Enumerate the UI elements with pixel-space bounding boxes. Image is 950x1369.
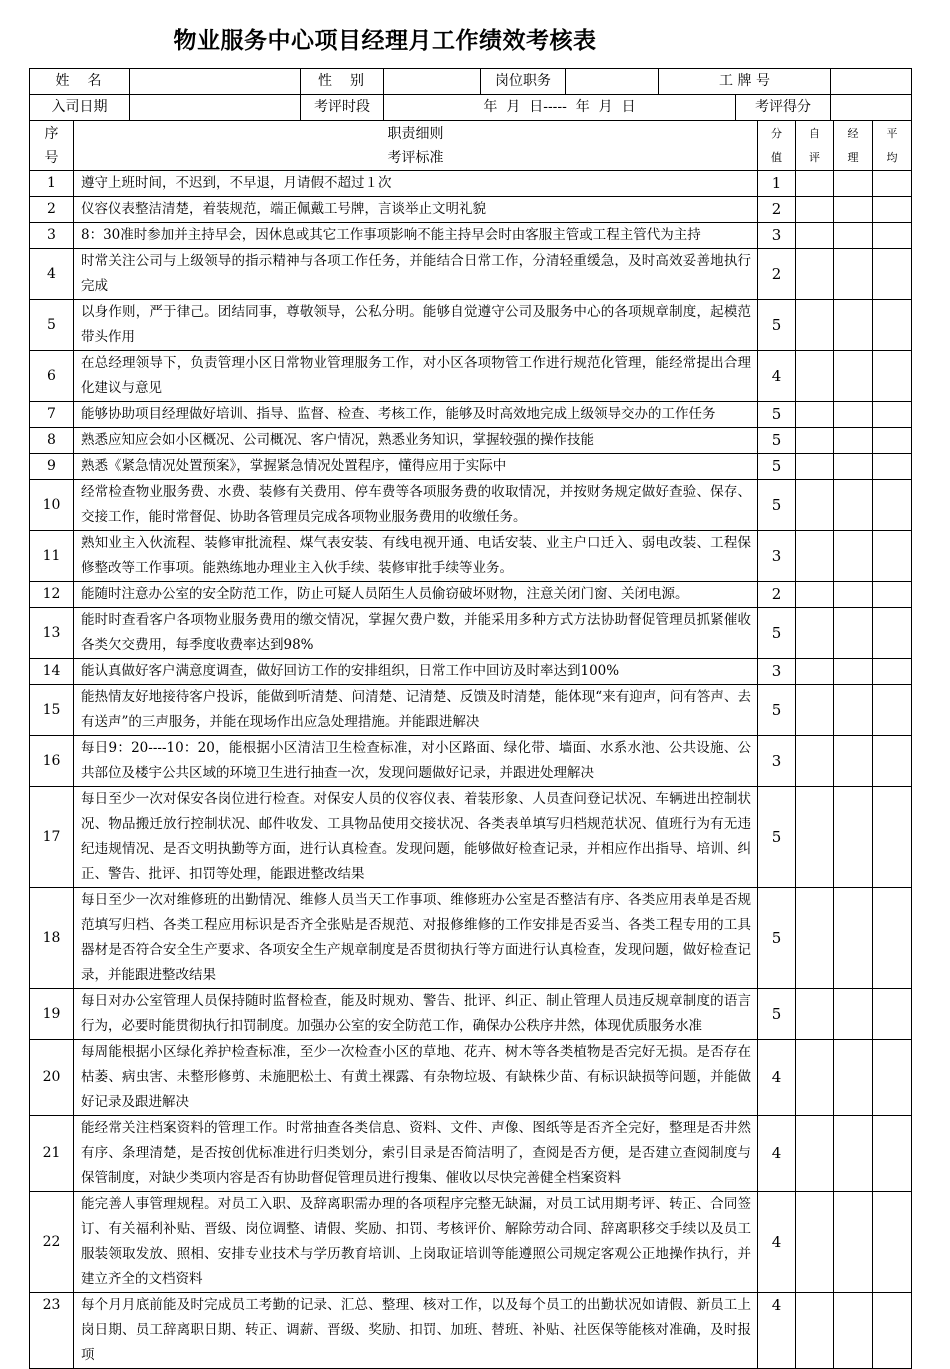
average-cell[interactable] <box>873 582 912 608</box>
manager-eval-cell[interactable] <box>834 989 873 1040</box>
criteria-text: 能热情友好地接待客户投诉，能做到听清楚、问清楚、记清楚、反馈及时清楚，能体现“来有迎声，问有答声、去有送声”的三声服务，并能在现场作出应急处理措施。并能跟进解决 <box>74 685 758 736</box>
average-cell[interactable] <box>873 1116 912 1192</box>
criteria-text: 能经常关注档案资料的管理工作。时常抽查各类信息、资料、文件、声像、图纸等是否齐全完好，整理是否井然有序、条理清楚，是否按创优标准进行归类划分，索引目录是否简洁明了，查阅是否方便，是否建立查阅制度与保管制度，对缺少类项内容是否有协助督促管理员进行搜集、催收以尽快完善健全档案资料 <box>74 1116 758 1192</box>
gender-field[interactable] <box>384 69 481 95</box>
average-cell[interactable] <box>873 171 912 197</box>
manager-eval-cell[interactable] <box>834 787 873 888</box>
table-row <box>30 249 912 300</box>
score-value: 5 <box>758 888 796 989</box>
self-eval-cell[interactable] <box>796 223 834 249</box>
criteria-text: 每日9：20----10：20，能根据小区清洁卫生检查标准，对小区路面、绿化带、墙面、水系水池、公共设施、公共部位及楼宇公共区域的环境卫生进行抽查一次，发现问题做好记录，并跟进处理解决 <box>74 736 758 787</box>
row-number: 8 <box>30 428 74 454</box>
score-value: 5 <box>758 454 796 480</box>
criteria-text: 每日对办公室管理人员保持随时监督检查，能及时规劝、警告、批评、纠正、制止管理人员违反规章制度的语言行为，必要时能贯彻执行扣罚制度。加强办公室的安全防范工作，确保办公秩序井然，体现优质服务水准 <box>74 989 758 1040</box>
self-eval-cell[interactable] <box>796 608 834 659</box>
manager-eval-cell[interactable] <box>834 249 873 300</box>
table-row <box>30 351 912 402</box>
row-number: 9 <box>30 454 74 480</box>
position-label: 岗位职务 <box>481 69 566 95</box>
average-cell[interactable] <box>873 989 912 1040</box>
self-eval-cell[interactable] <box>796 989 834 1040</box>
self-eval-cell[interactable] <box>796 249 834 300</box>
row-number: 22 <box>30 1192 74 1293</box>
row-number: 4 <box>30 249 74 300</box>
table-row <box>30 1116 912 1192</box>
manager-eval-cell[interactable] <box>834 1040 873 1116</box>
table-row <box>30 888 912 989</box>
score-value: 5 <box>758 402 796 428</box>
header-manager-eval: 经 理 <box>834 121 873 171</box>
hire-date-label: 入司日期 <box>30 95 130 121</box>
table-row <box>30 582 912 608</box>
row-number: 13 <box>30 608 74 659</box>
self-eval-cell[interactable] <box>796 300 834 351</box>
criteria-text: 仪容仪表整洁清楚，着装规范，端正佩戴工号牌，言谈举止文明礼貌 <box>74 197 758 223</box>
self-eval-cell[interactable] <box>796 659 834 685</box>
manager-eval-cell[interactable] <box>834 454 873 480</box>
score-value: 5 <box>758 787 796 888</box>
score-value: 2 <box>758 197 796 223</box>
score-value: 3 <box>758 531 796 582</box>
table-row <box>30 659 912 685</box>
average-cell[interactable] <box>873 428 912 454</box>
gender-label: 性 别 <box>301 69 384 95</box>
manager-eval-cell[interactable] <box>834 300 873 351</box>
score-value: 5 <box>758 480 796 531</box>
position-field[interactable] <box>566 69 659 95</box>
period-value[interactable]: 年 月 日----- 年 月 日 <box>384 95 736 121</box>
criteria-text: 时常关注公司与上级领导的指示精神与各项工作任务，并能结合日常工作，分清轻重缓急，及时高效妥善地执行完成 <box>74 249 758 300</box>
table-row <box>30 428 912 454</box>
table-row <box>30 223 912 249</box>
row-number: 7 <box>30 402 74 428</box>
table-row <box>30 171 912 197</box>
manager-eval-cell[interactable] <box>834 1293 873 1369</box>
criteria-text: 经常检查物业服务费、水费、装修有关费用、停车费等各项服务费的收取情况，并按财务规定做好查验、保存、交接工作，能时常督促、协助各管理员完成各项物业服务费用的收缴任务。 <box>74 480 758 531</box>
table-row <box>30 1192 912 1293</box>
criteria-text: 遵守上班时间，不迟到，不早退，月请假不超过１次 <box>74 171 758 197</box>
criteria-text: 能认真做好客户满意度调查，做好回访工作的安排组织，日常工作中回访及时率达到100% <box>74 659 758 685</box>
criteria-text: 在总经理领导下，负责管理小区日常物业管理服务工作，对小区各项物管工作进行规范化管理，能经常提出合理化建议与意见 <box>74 351 758 402</box>
row-number: 6 <box>30 351 74 402</box>
self-eval-cell[interactable] <box>796 197 834 223</box>
average-cell[interactable] <box>873 454 912 480</box>
self-eval-cell[interactable] <box>796 480 834 531</box>
score-value: 4 <box>758 1116 796 1192</box>
manager-eval-cell[interactable] <box>834 1192 873 1293</box>
criteria-text: 能够协助项目经理做好培训、指导、监督、检查、考核工作，能够及时高效地完成上级领导交办的工作任务 <box>74 402 758 428</box>
manager-eval-cell[interactable] <box>834 608 873 659</box>
row-number: 17 <box>30 787 74 888</box>
self-eval-cell[interactable] <box>796 351 834 402</box>
table-row <box>30 1040 912 1116</box>
row-number: 11 <box>30 531 74 582</box>
criteria-text: 熟悉《紧急情况处置预案》，掌握紧急情况处置程序，懂得应用于实际中 <box>74 454 758 480</box>
table-row <box>30 402 912 428</box>
row-number: 10 <box>30 480 74 531</box>
average-cell[interactable] <box>873 197 912 223</box>
header-average: 平 均 <box>873 121 912 171</box>
self-eval-cell[interactable] <box>796 454 834 480</box>
average-cell[interactable] <box>873 531 912 582</box>
name-field[interactable] <box>130 69 301 95</box>
self-eval-cell[interactable] <box>796 1040 834 1116</box>
self-eval-cell[interactable] <box>796 531 834 582</box>
criteria-text: 能随时注意办公室的安全防范工作，防止可疑人员陌生人员偷窃破坏财物，注意关闭门窗、关闭电源。 <box>74 582 758 608</box>
manager-eval-cell[interactable] <box>834 736 873 787</box>
average-cell[interactable] <box>873 736 912 787</box>
criteria-text: 每个月月底前能及时完成员工考勤的记录、汇总、整理、核对工作，以及每个员工的出勤状况如请假、新员工上岗日期、员工辞离职日期、转正、调薪、晋级、奖励、扣罚、加班、替班、补贴、社医保等能核对准确，及时报项 <box>74 1293 758 1369</box>
score-value: 3 <box>758 659 796 685</box>
criteria-text: 每日至少一次对维修班的出勤情况、维修人员当天工作事项、维修班办公室是否整洁有序、各类应用表单是否规范填写归档、各类工程应用标识是否齐全张贴是否规范、对报修维修的工作安排是否妥当、各类工程专用的工具器材是否符合安全生产要求、各项安全生产规章制度是否贯彻执行等方面进行认真检查，发现问题，做好检查记录，并能跟进整改结果 <box>74 888 758 989</box>
row-number: 20 <box>30 1040 74 1116</box>
manager-eval-cell[interactable] <box>834 223 873 249</box>
criteria-text: 每日至少一次对保安各岗位进行检查。对保安人员的仪容仪表、着装形象、人员查问登记状况、车辆进出控制状况、物品搬迁放行控制状况、邮件收发、工具物品使用交接状况、各类表单填写归档规范状况、值班行为有无违纪违规情况、是否文明执勤等方面，进行认真检查。发现问题，能够做好检查记录，并相应作出指导、培训、纠正、警告、批评、扣罚等处理，能跟进整改结果 <box>74 787 758 888</box>
criteria-text: 能时时查看客户各项物业服务费用的缴交情况，掌握欠费户数，并能采用多种方式方法协助督促管理员抓紧催收各类欠交费用，每季度收费率达到98% <box>74 608 758 659</box>
manager-eval-cell[interactable] <box>834 402 873 428</box>
score-value: 1 <box>758 171 796 197</box>
table-row <box>30 989 912 1040</box>
table-row <box>30 685 912 736</box>
self-eval-cell[interactable] <box>796 1116 834 1192</box>
average-cell[interactable] <box>873 1040 912 1116</box>
average-cell[interactable] <box>873 480 912 531</box>
row-number: 19 <box>30 989 74 1040</box>
self-eval-cell[interactable] <box>796 402 834 428</box>
score-value: 5 <box>758 608 796 659</box>
self-eval-cell[interactable] <box>796 888 834 989</box>
score-value: 4 <box>758 1192 796 1293</box>
criteria-text: 熟知业主入伙流程、装修审批流程、煤气表安装、有线电视开通、电话安装、业主户口迁入、弱电改装、工程保修整改等工作事项。能熟练地办理业主入伙手续、装修审批手续等业务。 <box>74 531 758 582</box>
employee-info-table <box>29 68 912 121</box>
header-self-eval: 自 评 <box>796 121 834 171</box>
score-value: 5 <box>758 428 796 454</box>
score-value: 4 <box>758 1293 796 1369</box>
table-row <box>30 608 912 659</box>
evaluation-table <box>29 120 912 1369</box>
badge-number-label: 工 牌 号 <box>659 69 831 95</box>
badge-number-field[interactable] <box>831 69 912 95</box>
self-eval-cell[interactable] <box>796 428 834 454</box>
header-detail: 职责细则 考评标准 <box>74 121 758 171</box>
row-number: 14 <box>30 659 74 685</box>
manager-eval-cell[interactable] <box>834 659 873 685</box>
average-cell[interactable] <box>873 888 912 989</box>
header-row <box>30 121 912 171</box>
self-eval-cell[interactable] <box>796 736 834 787</box>
criteria-text: 能完善人事管理规程。对员工入职、及辞离职需办理的各项程序完整无缺漏，对员工试用期考评、转正、合同签订、有关福利补贴、晋级、岗位调整、请假、奖励、扣罚、考核评价、解除劳动合同、辞离职移交手续以及员工服装领取发放、照相、安排专业技术与学历教育培训、上岗取证培训等能遵照公司规定客观公正地操作执行，并建立齐全的文档资料 <box>74 1192 758 1293</box>
header-number: 序 号 <box>30 121 74 171</box>
manager-eval-cell[interactable] <box>834 888 873 989</box>
table-row <box>30 454 912 480</box>
self-eval-cell[interactable] <box>796 685 834 736</box>
header-score: 分 值 <box>758 121 796 171</box>
total-score-field[interactable] <box>831 95 912 121</box>
average-cell[interactable] <box>873 608 912 659</box>
criteria-text: 8：30准时参加并主持早会，因休息或其它工作事项影响不能主持早会时由客服主管或工程主管代为主持 <box>74 223 758 249</box>
average-cell[interactable] <box>873 300 912 351</box>
score-value: 4 <box>758 1040 796 1116</box>
self-eval-cell[interactable] <box>796 1293 834 1369</box>
name-label: 姓 名 <box>30 69 130 95</box>
table-row <box>30 1293 912 1369</box>
score-value: 3 <box>758 223 796 249</box>
page-title: 物业服务中心项目经理月工作绩效考核表 <box>173 28 597 54</box>
score-value: 2 <box>758 249 796 300</box>
period-label: 考评时段 <box>301 95 384 121</box>
score-value: 5 <box>758 989 796 1040</box>
average-cell[interactable] <box>873 659 912 685</box>
average-cell[interactable] <box>873 1293 912 1369</box>
manager-eval-cell[interactable] <box>834 351 873 402</box>
manager-eval-cell[interactable] <box>834 197 873 223</box>
row-number: 2 <box>30 197 74 223</box>
manager-eval-cell[interactable] <box>834 531 873 582</box>
hire-date-field[interactable] <box>130 95 301 121</box>
average-cell[interactable] <box>873 249 912 300</box>
table-row <box>30 736 912 787</box>
average-cell[interactable] <box>873 1192 912 1293</box>
average-cell[interactable] <box>873 402 912 428</box>
row-number: 15 <box>30 685 74 736</box>
row-number: 5 <box>30 300 74 351</box>
average-cell[interactable] <box>873 787 912 888</box>
manager-eval-cell[interactable] <box>834 480 873 531</box>
table-row <box>30 197 912 223</box>
row-number: 23 <box>30 1293 74 1369</box>
table-row <box>30 300 912 351</box>
table-row <box>30 531 912 582</box>
manager-eval-cell[interactable] <box>834 1116 873 1192</box>
criteria-text: 每周能根据小区绿化养护检查标准，至少一次检查小区的草地、花卉、树木等各类植物是否完好无损。是否存在枯萎、病虫害、未整形修剪、未施肥松土、有黄土裸露、有杂物垃圾、有缺株少苗、有标识缺损等问题，并能做好记录及跟进解决 <box>74 1040 758 1116</box>
self-eval-cell[interactable] <box>796 787 834 888</box>
row-number: 1 <box>30 171 74 197</box>
self-eval-cell[interactable] <box>796 171 834 197</box>
row-number: 18 <box>30 888 74 989</box>
row-number: 3 <box>30 223 74 249</box>
score-value: 4 <box>758 351 796 402</box>
manager-eval-cell[interactable] <box>834 685 873 736</box>
row-number: 21 <box>30 1116 74 1192</box>
row-number: 12 <box>30 582 74 608</box>
self-eval-cell[interactable] <box>796 1192 834 1293</box>
average-cell[interactable] <box>873 223 912 249</box>
score-value: 5 <box>758 685 796 736</box>
score-label: 考评得分 <box>736 95 831 121</box>
score-value: 3 <box>758 736 796 787</box>
average-cell[interactable] <box>873 685 912 736</box>
criteria-text: 熟悉应知应会如小区概况、公司概况、客户情况，熟悉业务知识，掌握较强的操作技能 <box>74 428 758 454</box>
manager-eval-cell[interactable] <box>834 428 873 454</box>
criteria-text: 以身作则，严于律己。团结同事，尊敬领导，公私分明。能够自觉遵守公司及服务中心的各项规章制度，起模范带头作用 <box>74 300 758 351</box>
manager-eval-cell[interactable] <box>834 582 873 608</box>
score-value: 2 <box>758 582 796 608</box>
manager-eval-cell[interactable] <box>834 171 873 197</box>
table-row <box>30 787 912 888</box>
row-number: 16 <box>30 736 74 787</box>
self-eval-cell[interactable] <box>796 582 834 608</box>
table-row <box>30 480 912 531</box>
score-value: 5 <box>758 300 796 351</box>
average-cell[interactable] <box>873 351 912 402</box>
